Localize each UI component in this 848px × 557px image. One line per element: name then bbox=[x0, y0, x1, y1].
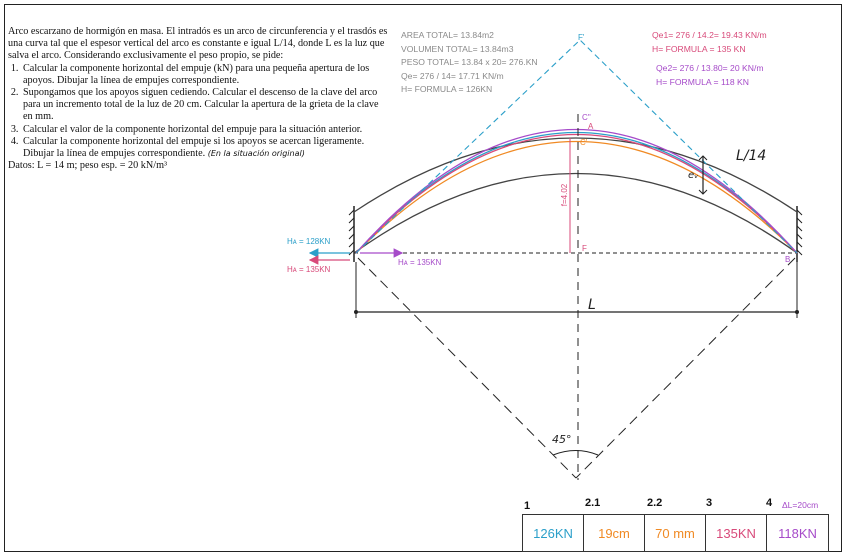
span-dimension bbox=[354, 262, 799, 318]
construction-lines bbox=[358, 258, 795, 478]
question-1: 1. Calcular la componente horizontal del empuje (kN) para una pequeña apertura de los apoyos. Dibujar la línea de empujes correspondiente. bbox=[21, 63, 388, 87]
answer-number-4: 4 bbox=[766, 497, 773, 509]
label-angle: 45° bbox=[552, 433, 572, 446]
answer-cell-1: 126KN bbox=[523, 515, 584, 551]
label-rise: f=4.02 bbox=[560, 183, 569, 207]
answer-cell-4: 118KN bbox=[778, 525, 817, 541]
label-span: L bbox=[588, 297, 596, 313]
note-h1: H= FORMULA = 135 KN bbox=[652, 43, 746, 54]
note-h: H= FORMULA = 126KN bbox=[401, 84, 493, 94]
label-ha-red: Hᴀ = 135KN bbox=[287, 265, 331, 274]
note-qe1: Qe1= 276 / 14.2= 19.43 KN/m bbox=[652, 30, 767, 40]
answer-cell-2-2: 70 mm bbox=[645, 515, 706, 551]
question-4-text: Calcular la componente horizontal del empuje si los apoyos se acercan ligeramente. Dibujar la línea de empujes correspondiente. bbox=[23, 135, 365, 160]
note-qe2: Qe2= 276 / 13.80= 20 KN/m bbox=[656, 63, 764, 73]
answer-table bbox=[522, 514, 829, 552]
note-volume: VOLUMEN TOTAL= 13.84m3 bbox=[401, 43, 514, 54]
label-b: B bbox=[785, 255, 791, 264]
label-f-prime: F' bbox=[578, 33, 585, 42]
label-c-double-prime: C'' bbox=[582, 113, 591, 122]
answer-number-3: 3 bbox=[706, 497, 713, 509]
label-f: F bbox=[582, 244, 587, 253]
label-thickness: L/14 bbox=[736, 148, 767, 164]
question-2: 2. Supongamos que los apoyos siguen cediendo. Calcular el descenso de la clave del arco para un incremento total de la luz de 20 cm. Calcular la apertura de la grieta de la clave en mm. bbox=[21, 87, 388, 124]
handwritten-note: (En la situación original) bbox=[207, 149, 305, 159]
answer-number-2-1: 2.1 bbox=[585, 497, 601, 509]
answer-cell-3: 135KN bbox=[706, 515, 767, 551]
answer-number-2-2: 2.2 bbox=[647, 497, 663, 509]
label-a: A bbox=[588, 122, 594, 131]
label-c-prime: C' bbox=[580, 138, 588, 147]
intrados-curve bbox=[354, 174, 797, 254]
right-abutment bbox=[797, 206, 802, 262]
note-qe: Qe= 276 / 14= 17.71 KN/m bbox=[401, 70, 504, 81]
label-ha-violet: Hᴀ = 135KN bbox=[398, 258, 442, 267]
data-line: Datos: L = 14 m; peso esp. = 20 kN/m³ bbox=[8, 160, 168, 172]
thrust-line-orange bbox=[356, 142, 797, 254]
note-area: AREA TOTAL= 13.84m2 bbox=[401, 30, 494, 40]
question-3: 3. Calcular el valor de la componente horizontal del empuje para la situación anterior. bbox=[21, 124, 388, 136]
note-h2: H= FORMULA = 118 KN bbox=[656, 76, 749, 87]
funicular-triangle bbox=[356, 40, 797, 253]
answer-number-1: 1 bbox=[524, 500, 531, 512]
label-ha-blue: Hᴀ = 128KN bbox=[287, 237, 331, 246]
delta-l-label: ΔL=20cm bbox=[782, 500, 819, 510]
answer-cell-2-1: 19cm bbox=[584, 515, 645, 551]
extrados-curve bbox=[354, 138, 797, 212]
note-weight: PESO TOTAL= 13.84 x 20= 276.KN bbox=[401, 57, 538, 67]
label-ev: eᵥ bbox=[688, 170, 699, 181]
problem-intro: Arco escarzano de hormigón en masa. El intradós es un arco de circunferencia y el trasdós es una curva tal que el espesor vertical del arco es constante e igual L/14, donde L es la luz que salva el arco. Considerando exclusivamente el peso propio, se pide: bbox=[8, 26, 388, 62]
thrust-line-red bbox=[356, 135, 797, 254]
